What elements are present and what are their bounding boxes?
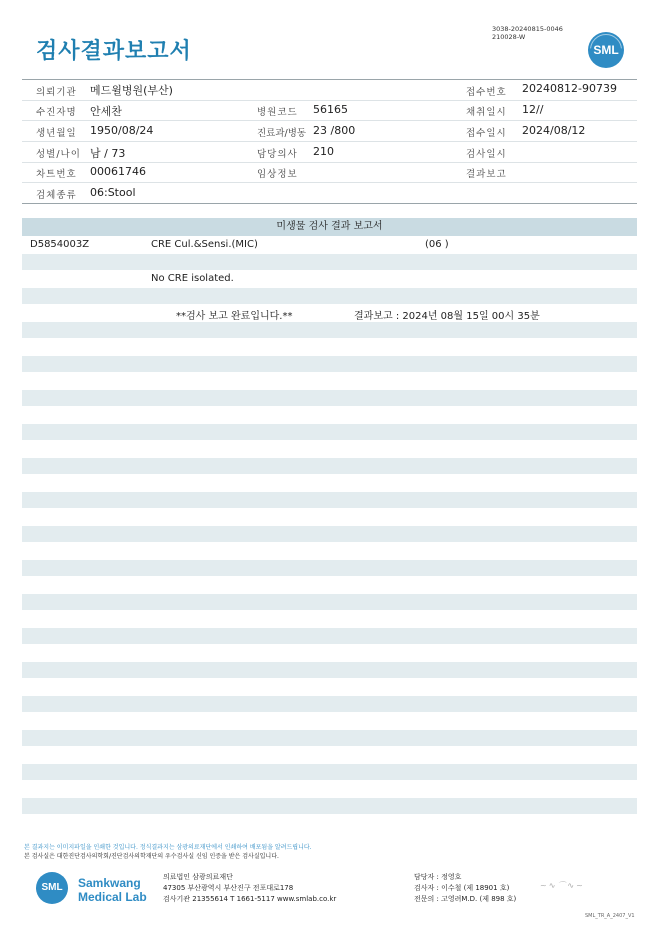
birth-label: 생년월일	[36, 128, 77, 139]
result-section-title: 미생물 검사 결과 보고서	[22, 218, 637, 236]
divider	[22, 100, 637, 101]
result-test-name: CRE Cul.&Sensi.(MIC)	[151, 239, 258, 250]
sml-logo	[588, 32, 624, 68]
result-row-stripe	[22, 560, 637, 576]
result-row-stripe	[22, 458, 637, 474]
receipt-no-label: 접수번호	[466, 87, 507, 98]
sex-age-label: 성별/나이	[36, 149, 81, 160]
patient-label: 수진자명	[36, 107, 77, 118]
receipt-date-value: 2024/08/12	[522, 124, 586, 137]
result-row-stripe	[22, 764, 637, 780]
collect-date-value: 12//	[522, 103, 544, 116]
patient-value: 안세찬	[90, 105, 122, 118]
page-title: 검사결과보고서	[36, 39, 192, 64]
lab-name-line2: Medical Lab	[78, 890, 147, 904]
document-code-line1: 3038-20240815-0046	[492, 25, 563, 33]
result-row-stripe	[22, 288, 637, 304]
divider	[22, 162, 637, 163]
org-contact: 검사기관 21355614 T 1661-5117 www.smlab.co.kr	[163, 895, 337, 903]
receipt-date-label: 접수일시	[466, 128, 507, 139]
result-row-stripe	[22, 322, 637, 338]
result-row-stripe	[22, 526, 637, 542]
result-report-label: 결과보고	[466, 169, 507, 180]
dept-label: 진료과/병동	[257, 128, 307, 139]
dept-value: 23 /800	[313, 124, 356, 137]
signature-icon: ~∿⌒∿~	[540, 881, 585, 890]
footer-note-accreditation: 본 검사실은 대한진단검사의학회/진단검사의학재단의 우수검사실 신임 인증을 받은 검사실입니다.	[24, 853, 279, 860]
specimen-label: 검체종류	[36, 190, 77, 201]
test-date-label: 검사일시	[466, 149, 507, 160]
collect-date-label: 채취일시	[466, 107, 507, 118]
result-row-stripe	[22, 798, 637, 814]
document-code	[492, 26, 563, 41]
divider	[22, 182, 637, 183]
divider	[22, 203, 637, 204]
result-code: D5854003Z	[30, 239, 90, 250]
birth-value: 1950/08/24	[90, 124, 154, 137]
result-complete-text: **검사 보고 완료입니다.**	[176, 311, 293, 322]
document-code-line2: 210028-W	[492, 32, 526, 41]
footer-note-image: 본 결과지는 이미지파일을 인쇄한 것입니다. 정식결과지는 삼광의료재단에서 인쇄하여 배포됨을 알려드립니다.	[24, 844, 312, 851]
result-row-stripe	[22, 424, 637, 440]
lab-name-line1: Samkwang	[78, 876, 141, 890]
tester-info: 검사자 : 이수철 (제 18901 호)	[414, 884, 510, 892]
result-row-stripe	[22, 390, 637, 406]
org-name: 의료법인 삼광의료재단	[163, 873, 233, 881]
doctor-label: 담당의사	[257, 149, 298, 160]
result-row-stripe	[22, 628, 637, 644]
result-row-stripe	[22, 492, 637, 508]
result-row-stripe	[22, 254, 637, 270]
footer-sml-logo: SML	[36, 872, 68, 904]
hospital-code-label: 병원코드	[257, 107, 298, 118]
result-specimen-code: (06 )	[425, 239, 449, 250]
institution-label: 의뢰기관	[36, 87, 77, 98]
result-row-stripe	[22, 594, 637, 610]
hospital-code-value: 56165	[313, 103, 348, 116]
chart-value: 00061746	[90, 165, 146, 178]
result-text: No CRE isolated.	[151, 273, 234, 284]
result-row-stripe	[22, 356, 637, 372]
specimen-value: 06:Stool	[90, 186, 136, 199]
result-row-stripe	[22, 662, 637, 678]
chart-label: 차트번호	[36, 169, 77, 180]
sex-age-value: 남 / 73	[90, 147, 126, 160]
divider	[22, 120, 637, 121]
form-version: SML_TR_A_2407_V1	[585, 913, 635, 919]
sml-logo-text: SML	[593, 43, 619, 57]
result-row-stripe	[22, 730, 637, 746]
doctor-value: 210	[313, 145, 334, 158]
org-address: 47305 부산광역시 부산진구 전포대로178	[163, 884, 294, 892]
specialist-info: 전문의 : 고영려M.D. (제 898 호)	[414, 895, 517, 903]
clinical-label: 임상정보	[257, 169, 298, 180]
result-row-stripe	[22, 696, 637, 712]
receipt-no-value: 20240812-90739	[522, 82, 617, 95]
result-report-time: 결과보고 : 2024년 08월 15일 00시 35분	[354, 311, 540, 322]
manager-info: 담당자 : 정영호	[414, 873, 462, 881]
institution-value: 메드윌병원(부산)	[90, 84, 173, 97]
divider	[22, 141, 637, 142]
divider	[22, 79, 637, 80]
